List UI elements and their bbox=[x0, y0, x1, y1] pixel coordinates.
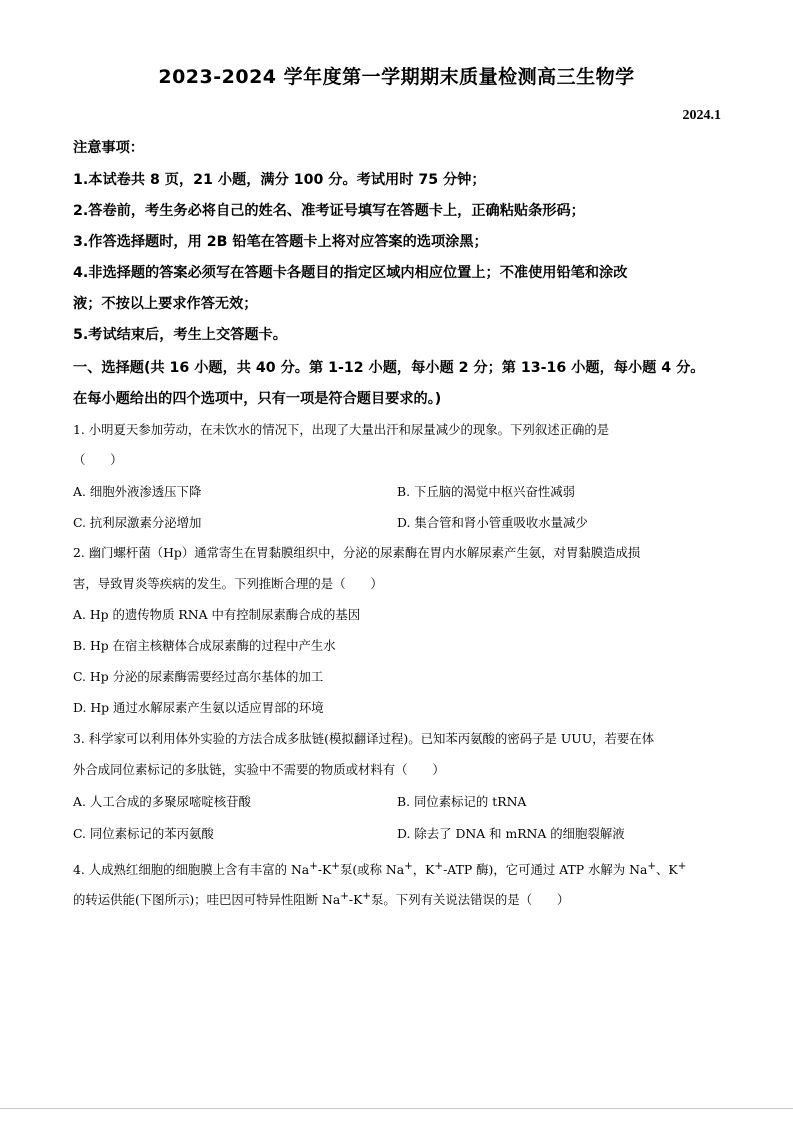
q4-text: 泵(或称 Na bbox=[339, 862, 405, 878]
notice-heading: 注意事项： bbox=[73, 140, 144, 156]
q4-text: -K bbox=[348, 892, 363, 908]
question-1-option-b: B. 下丘脑的渴觉中枢兴奋性减弱 bbox=[397, 484, 576, 499]
q4-text: 、K bbox=[656, 862, 678, 878]
q4-text: -ATP 酶)，它可通过 ATP 水解为 Na bbox=[443, 862, 648, 878]
notice-item-5: 5.考试结束后，考生上交答题卡。 bbox=[73, 327, 287, 343]
question-2-stem: 2. 幽门螺杆菌（Hp）通常寄生在胃黏膜组织中，分泌的尿素酶在胃内水解尿素产生氨，对胃黏膜造成损 bbox=[73, 545, 641, 560]
notice-item-4-cont: 液；不按以上要求作答无效； bbox=[73, 296, 258, 312]
question-2-option-d: D. Hp 通过水解尿素产生氨以适应胃部的环境 bbox=[73, 700, 324, 715]
question-1-option-a: A. 细胞外液渗透压下降 bbox=[73, 484, 202, 499]
question-1-option-d: D. 集合管和肾小管重吸收水量减少 bbox=[397, 515, 588, 530]
q4-text: ，K bbox=[412, 862, 435, 878]
question-4-stem-cont bbox=[73, 886, 723, 910]
superscript: + bbox=[340, 890, 349, 902]
q4-text: 泵。下列有关说法错误的是（ ） bbox=[371, 892, 570, 908]
notice-item-2: 2.答卷前，考生务必将自己的姓名、准考证号填写在答题卡上，正确粘贴条形码； bbox=[73, 203, 585, 219]
page-title: 2023-2024 学年度第一学期期末质量检测高三生物学 bbox=[158, 66, 635, 88]
superscript: + bbox=[331, 860, 340, 872]
question-1-stem: 1. 小明夏天参加劳动，在未饮水的情况下，出现了大量出汗和尿量减少的现象。下列叙述正确的是 bbox=[73, 422, 610, 437]
section-heading-line2: 在每小题给出的四个选项中，只有一项是符合题目要求的。) bbox=[73, 391, 442, 407]
question-3-stem-cont: 外合成同位素标记的多肽链，实验中不需要的物质或材料有（ ） bbox=[73, 762, 445, 777]
question-2-stem-cont: 害，导致胃炎等疾病的发生。下列推断合理的是（ ） bbox=[73, 576, 383, 591]
q4-text: -K bbox=[317, 862, 332, 878]
notice-item-4: 4.非选择题的答案必须写在答题卡各题目的指定区域内相应位置上；不准使用铅笔和涂改 bbox=[73, 265, 628, 281]
notice-item-3: 3.作答选择题时，用 2B 铅笔在答题卡上将对应答案的选项涂黑； bbox=[73, 234, 488, 250]
section-heading-line1: 一、选择题(共 16 小题，共 40 分。第 1-12 小题，每小题 2 分；第 13-16 小题，每小题 4 分。 bbox=[73, 360, 705, 376]
superscript: + bbox=[362, 890, 372, 902]
superscript: + bbox=[404, 860, 413, 872]
question-2-option-a: A. Hp 的遗传物质 RNA 中有控制尿素酶合成的基因 bbox=[73, 607, 361, 622]
superscript: + bbox=[677, 860, 687, 872]
question-3-option-d: D. 除去了 DNA 和 mRNA 的细胞裂解液 bbox=[397, 826, 625, 841]
question-1-option-c: C. 抗利尿激素分泌增加 bbox=[73, 515, 202, 530]
question-2-option-c: C. Hp 分泌的尿素酶需要经过高尔基体的加工 bbox=[73, 669, 324, 684]
question-3-option-b: B. 同位素标记的 tRNA bbox=[397, 794, 527, 809]
q4-text: 的转运供能(下图所示)；哇巴因可特异性阻断 Na bbox=[73, 892, 341, 908]
superscript: + bbox=[647, 860, 657, 872]
exam-date: 2024.1 bbox=[682, 108, 721, 123]
question-3-stem: 3. 科学家可以利用体外实验的方法合成多肽链(模拟翻译过程)。已知苯丙氨酸的密码子是 UUU，若要在体 bbox=[73, 731, 655, 746]
question-3-option-a: A. 人工合成的多聚尿嘧啶核苷酸 bbox=[73, 794, 251, 809]
superscript: + bbox=[434, 860, 444, 872]
superscript: + bbox=[309, 860, 318, 872]
q4-text: 4. 人成熟红细胞的细胞膜上含有丰富的 Na bbox=[73, 862, 310, 878]
question-2-option-b: B. Hp 在宿主核糖体合成尿素酶的过程中产生水 bbox=[73, 638, 336, 653]
question-1-stem-cont: （ ） bbox=[73, 452, 123, 467]
question-3-option-c: C. 同位素标记的苯丙氨酸 bbox=[73, 826, 214, 841]
notice-item-1: 1.本试卷共 8 页，21 小题，满分 100 分。考试用时 75 分钟； bbox=[73, 172, 486, 188]
page-bottom-divider bbox=[0, 1108, 793, 1109]
question-4-stem bbox=[73, 856, 723, 880]
